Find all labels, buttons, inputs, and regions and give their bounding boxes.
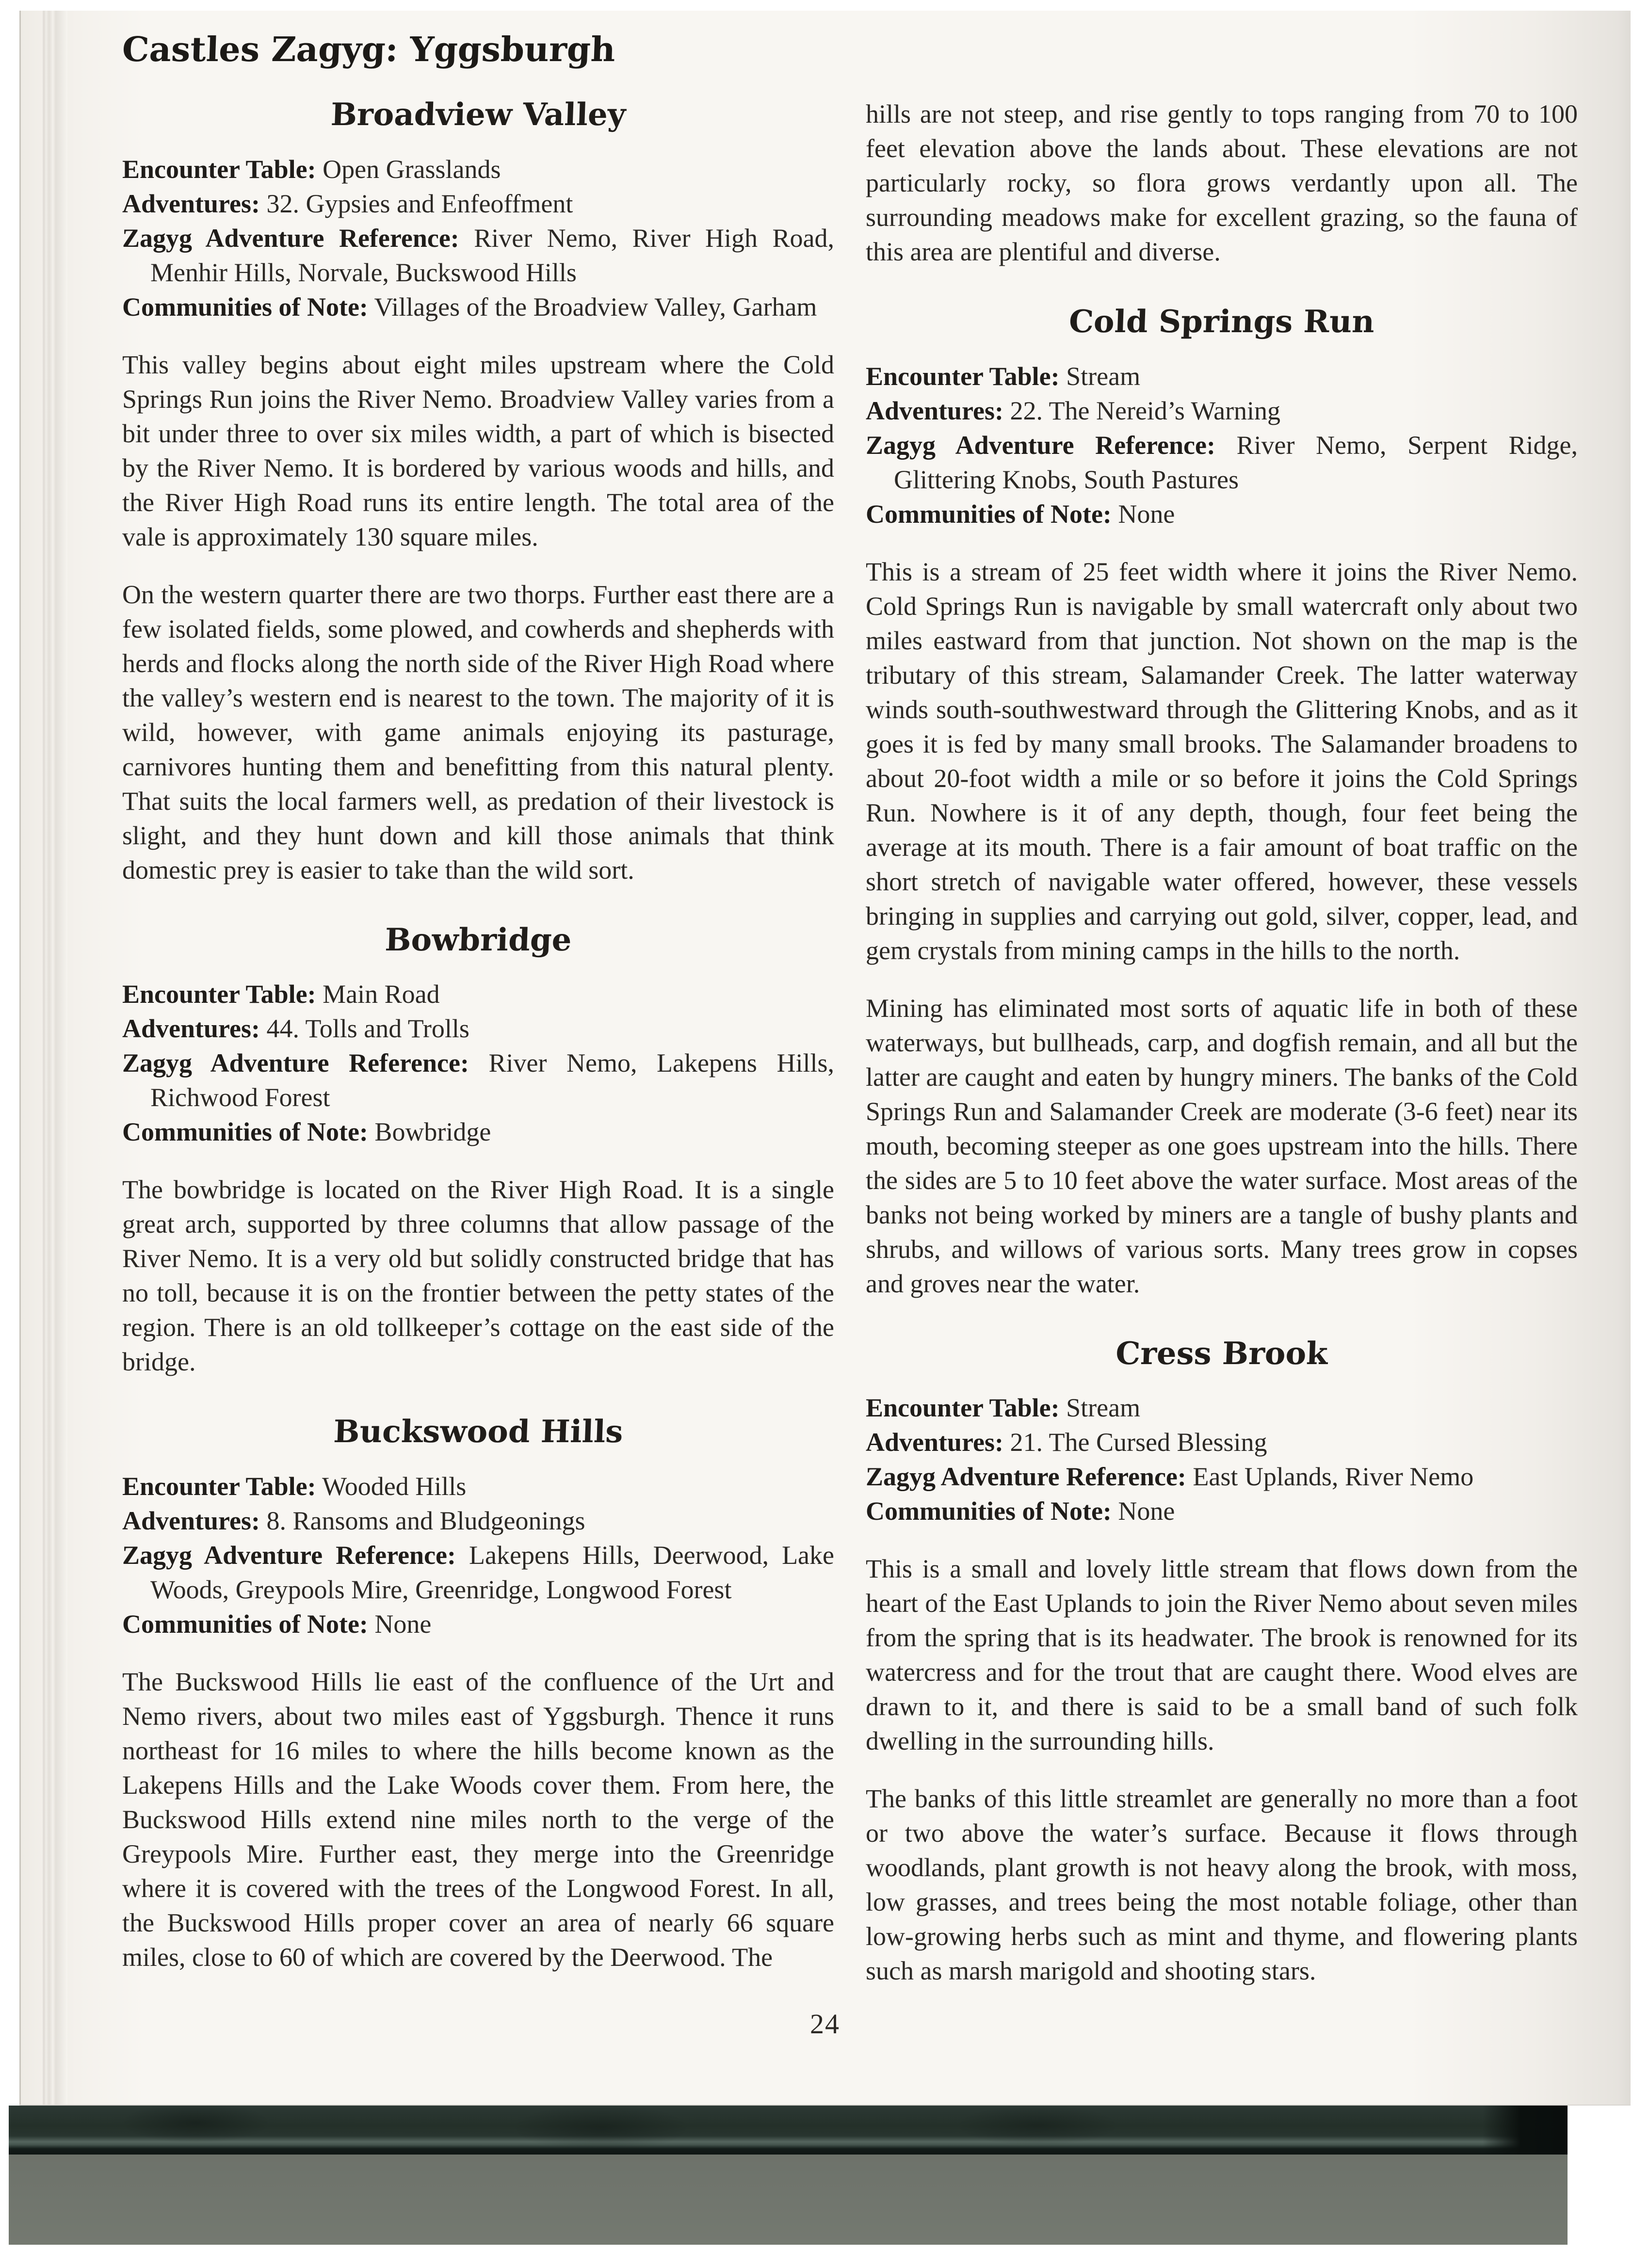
body-paragraph: This is a small and lovely little stream that flows down from the heart of the East Uplands to join the River Nemo about seven miles from the spring that is its headwater. The brook is renowned for its watercress and for the trout that are caught there. Wood elves are drawn to it, and there is said to be a small band of such folk dwelling in the surrounding hills. <box>866 1554 1578 1756</box>
field-value: 32. Gypsies and Enfeoffment <box>260 189 573 218</box>
field-label: Adventures: <box>122 1014 260 1044</box>
page-binding-edge <box>19 11 67 2105</box>
field-value: 8. Ransoms and Bludgeonings <box>260 1506 585 1535</box>
stat-block <box>122 977 834 1149</box>
stat-field <box>866 359 1578 394</box>
stat-field <box>866 394 1578 428</box>
field-label: Encounter Table: <box>866 1393 1060 1423</box>
book-page <box>19 11 1631 2105</box>
body-paragraph: Mining has eliminated most sorts of aquatic life in both of these waterways, but bullheads, carp, and dogfish remain, and all but the latter are caught and eaten by hungry miners. The banks of the Cold Springs Run and Salamander Creek are moderate (3-6 feet) near its mouth, becoming steeper as one goes upstream into the hills. There the sides are 5 to 10 feet above the water surface. Most areas of the banks not being worked by miners are a tangle of bushy plants and shrubs, and willows of various sorts. Many trees grow in copses and groves near the water. <box>866 993 1578 1298</box>
field-label: Communities of Note: <box>866 499 1112 529</box>
field-label: Zagyg Adventure Reference: <box>866 430 1215 460</box>
body-paragraph: On the western quarter there are two thorps. Further east there are a few isolated fields, some plowed, and cowherds and shepherds with herds and flocks along the north side of the River High Road where the valley’s western end is nearest to the town. The majority of it is wild, however, with game animals enjoying its pasturage, carnivores hunting them and benefitting from this natural plenty. That suits the local farmers well, as predation of their livestock is slight, and they hunt down and kill those animals that think domestic prey is easier to take than the wild sort. <box>122 579 834 885</box>
stat-field <box>122 1012 834 1046</box>
field-label: Adventures: <box>866 1428 1004 1457</box>
field-value: 44. Tolls and Trolls <box>260 1014 469 1044</box>
field-value: East Uplands, River Nemo <box>1186 1462 1474 1492</box>
page-number: 24 <box>810 2008 840 2040</box>
stat-field <box>122 152 834 187</box>
field-label: Encounter Table: <box>122 1471 316 1501</box>
field-label: Communities of Note: <box>122 1117 368 1147</box>
body-paragraph: hills are not steep, and rise gently to tops ranging from 70 to 100 feet elevation above the lands about. These elevations are not particularly rocky, so flora grows verdantly upon all. The surrounding meadows make for excellent grazing, so the fauna of this area are plentiful and diverse. <box>866 99 1578 266</box>
field-value: Stream <box>1059 361 1141 391</box>
field-value: 22. The Nereid’s Warning <box>1003 396 1281 425</box>
column-left <box>122 97 834 1975</box>
field-label: Communities of Note: <box>122 1609 368 1639</box>
book-edge-dark-band <box>9 2106 1568 2155</box>
field-label: Encounter Table: <box>122 154 316 184</box>
field-value: None <box>1111 1496 1175 1526</box>
stat-field <box>866 428 1578 497</box>
stat-field <box>122 1607 834 1641</box>
section-heading: Cold Springs Run <box>1068 304 1375 340</box>
stat-field <box>122 1469 834 1504</box>
stat-field <box>866 1494 1578 1528</box>
field-label: Zagyg Adventure Reference: <box>122 1048 469 1078</box>
field-value: Main Road <box>316 980 440 1009</box>
field-label: Communities of Note: <box>122 292 368 322</box>
field-label: Adventures: <box>122 1506 260 1535</box>
scanner-shadow-band <box>9 2155 1568 2245</box>
field-value: Lakepens Hills, Deerwood, Lake Woods, Greypools Mire, Greenridge, Longwood Forest <box>150 1540 834 1604</box>
field-label: Encounter Table: <box>122 980 316 1009</box>
field-value: 21. The Cursed Blessing <box>1003 1428 1267 1457</box>
body-paragraph: The banks of this little streamlet are generally no more than a foot or two above the water’s surface. Because it flows through woodlands, plant growth is not heavy along the brook, with moss, low grasses, and trees being the most notable foliage, other than low-growing herbs such as mint and thyme, and flowering plants such as marsh marigold and shooting stars. <box>866 1784 1578 1986</box>
stat-field <box>866 497 1578 531</box>
section-heading: Buckswood Hills <box>333 1414 624 1450</box>
stat-field <box>122 187 834 221</box>
field-value: Open Grasslands <box>316 154 501 184</box>
stat-field <box>122 1046 834 1115</box>
stat-field <box>122 221 834 290</box>
stat-block <box>866 1391 1578 1528</box>
body-paragraph: The Buckswood Hills lie east of the confluence of the Urt and Nemo rivers, about two miles east of Yggsburgh. Thence it runs northeast for 16 miles to where the hills become known as the Lakepens Hills and the Lake Woods cover them. From here, the Buckswood Hills extend nine miles north to the verge of the Greypools Mire. Further east, they merge into the Greenridge where it is covered with the trees of the Longwood Forest. In all, the Buckswood Hills proper cover an area of nearly 66 square miles, close to 60 of which are covered by the Deerwood. The <box>122 1667 834 1972</box>
stat-block <box>122 1469 834 1641</box>
section-heading: Cress Brook <box>1115 1335 1328 1372</box>
field-label: Encounter Table: <box>866 361 1060 391</box>
field-value: River Nemo, River High Road, Menhir Hills, Norvale, Buckswood Hills <box>150 223 834 287</box>
field-value: River Nemo, Lakepens Hills, Richwood Forest <box>150 1048 834 1112</box>
stat-field <box>122 1538 834 1607</box>
column-right <box>866 97 1578 1988</box>
field-value: Stream <box>1059 1393 1141 1423</box>
stat-field <box>122 1504 834 1538</box>
section-heading: Bowbridge <box>384 921 572 958</box>
page-header-title: Castles Zagyg: Yggsburgh <box>121 29 616 69</box>
field-value: River Nemo, Serpent Ridge, Glittering Knobs, South Pastures <box>894 430 1578 494</box>
stat-field <box>866 1425 1578 1460</box>
field-label: Communities of Note: <box>866 1496 1112 1526</box>
field-label: Adventures: <box>866 396 1004 425</box>
field-value: Bowbridge <box>368 1117 491 1147</box>
body-paragraph: The bowbridge is located on the River High Road. It is a single great arch, supported by three columns that allow passage of the River Nemo. It is a very old but solidly constructed bridge that has no toll, because it is on the frontier between the petty states of the region. There is an old tollkeeper’s cottage on the east side of the bridge. <box>122 1175 834 1377</box>
field-label: Zagyg Adventure Reference: <box>866 1462 1186 1492</box>
stat-field <box>122 290 834 324</box>
section-heading: Broadview Valley <box>330 97 627 133</box>
stat-field <box>866 1460 1578 1494</box>
field-value: Villages of the Broadview Valley, Garham <box>368 292 817 322</box>
body-paragraph: This is a stream of 25 feet width where it joins the River Nemo. Cold Springs Run is navigable by small watercraft only about two miles eastward from that junction. Not shown on the map is the tributary of this stream, Salamander Creek. The latter waterway winds south-southwestward through the Glittering Knobs, and as it goes it is fed by many small brooks. The Salamander broadens to about 20-foot width a mile or so before it joins the Cold Springs Run. Nowhere is it of any depth, though, four feet being the average at its mouth. There is a fair amount of boat traffic on the short stretch of navigable water offered, however, these vessels bringing in supplies and carrying out gold, silver, copper, lead, and gem crystals from mining camps in the hills to the north. <box>866 557 1578 965</box>
field-label: Zagyg Adventure Reference: <box>122 223 459 253</box>
stat-field <box>866 1391 1578 1425</box>
stat-field <box>122 1115 834 1149</box>
field-label: Zagyg Adventure Reference: <box>122 1540 456 1570</box>
field-value: None <box>1111 499 1175 529</box>
field-value: None <box>368 1609 432 1639</box>
field-label: Adventures: <box>122 189 260 218</box>
stat-field <box>122 977 834 1012</box>
stat-block <box>866 359 1578 531</box>
body-paragraph: This valley begins about eight miles upstream where the Cold Springs Run joins the River Nemo. Broadview Valley varies from a bit under three to over six miles width, a part of which is bisected by the River Nemo. It is bordered by various woods and hills, and the River High Road runs its entire length. The total area of the vale is approximately 130 square miles. <box>122 350 834 551</box>
stat-block <box>122 152 834 324</box>
field-value: Wooded Hills <box>316 1471 467 1501</box>
